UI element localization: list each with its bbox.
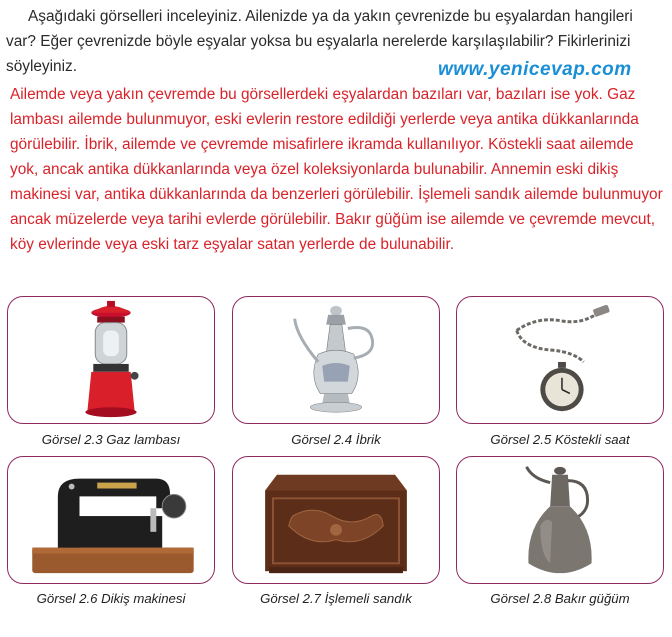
caption-pocket-watch: Görsel 2.5 Köstekli saat [490,432,630,447]
figure-ibrik [232,296,440,424]
figure-copper-pitcher [456,456,664,584]
caption-ibrik: Görsel 2.4 İbrik [291,432,381,447]
answer-text: Ailemde veya yakın çevremde bu görsellerdeki eşyalardan bazıları var, bazıları ise yok. Gaz lambası ailemde bulunmuyor, eski evlerin restore edildiği yerlerde veya antika dükkanlarında görülebilir. İbrik, ailemde ve çevremde misafirlere ikramda kullanılıyor. Köstekli saat ailemde yok, ancak antika dükkanlarında veya özel koleksiyonlarda bulunabilir. Annemin eski dikiş makinesi var, antika dükkanlarında da benzerleri görülebilir. İşlemeli sandık ailemde bulunmuyor ancak müzelerde veya tarihi evlerde görülebilir. Bakır güğüm ise ailemde ve çevremde mevcut, köy evlerinde veya eski tarz eşyalar satan yerlerde de bulunabilir. [10,86,663,253]
watermark-text: www.yenicevap.com [438,59,632,80]
figure-sewing-machine [7,456,215,584]
caption-sewing-machine: Görsel 2.6 Dikiş makinesi [36,591,186,606]
ibrik-illustration [233,297,439,423]
carved-chest-illustration [233,457,439,583]
figure-carved-chest [232,456,440,584]
caption-gas-lamp: Görsel 2.3 Gaz lambası [41,432,181,447]
caption-copper-pitcher: Görsel 2.8 Bakır güğüm [490,591,630,606]
question-text: Aşağıdaki görselleri inceleyiniz. Ailenizde ya da yakın çevrenizde bu eşyalardan hangileri var? Eğer çevrenizde böyle eşyalar yoksa bu eşyalarla nerelerde karşılaşılabilir? Fikirlerinizi söyleyiniz. [6,8,633,75]
figure-pocket-watch [456,296,664,424]
caption-carved-chest: Görsel 2.7 İşlemeli sandık [260,591,412,606]
gas-lamp-illustration [8,297,214,423]
figure-gas-lamp [7,296,215,424]
pocket-watch-illustration [457,297,663,423]
copper-pitcher-illustration [457,457,663,583]
sewing-machine-illustration [8,457,214,583]
